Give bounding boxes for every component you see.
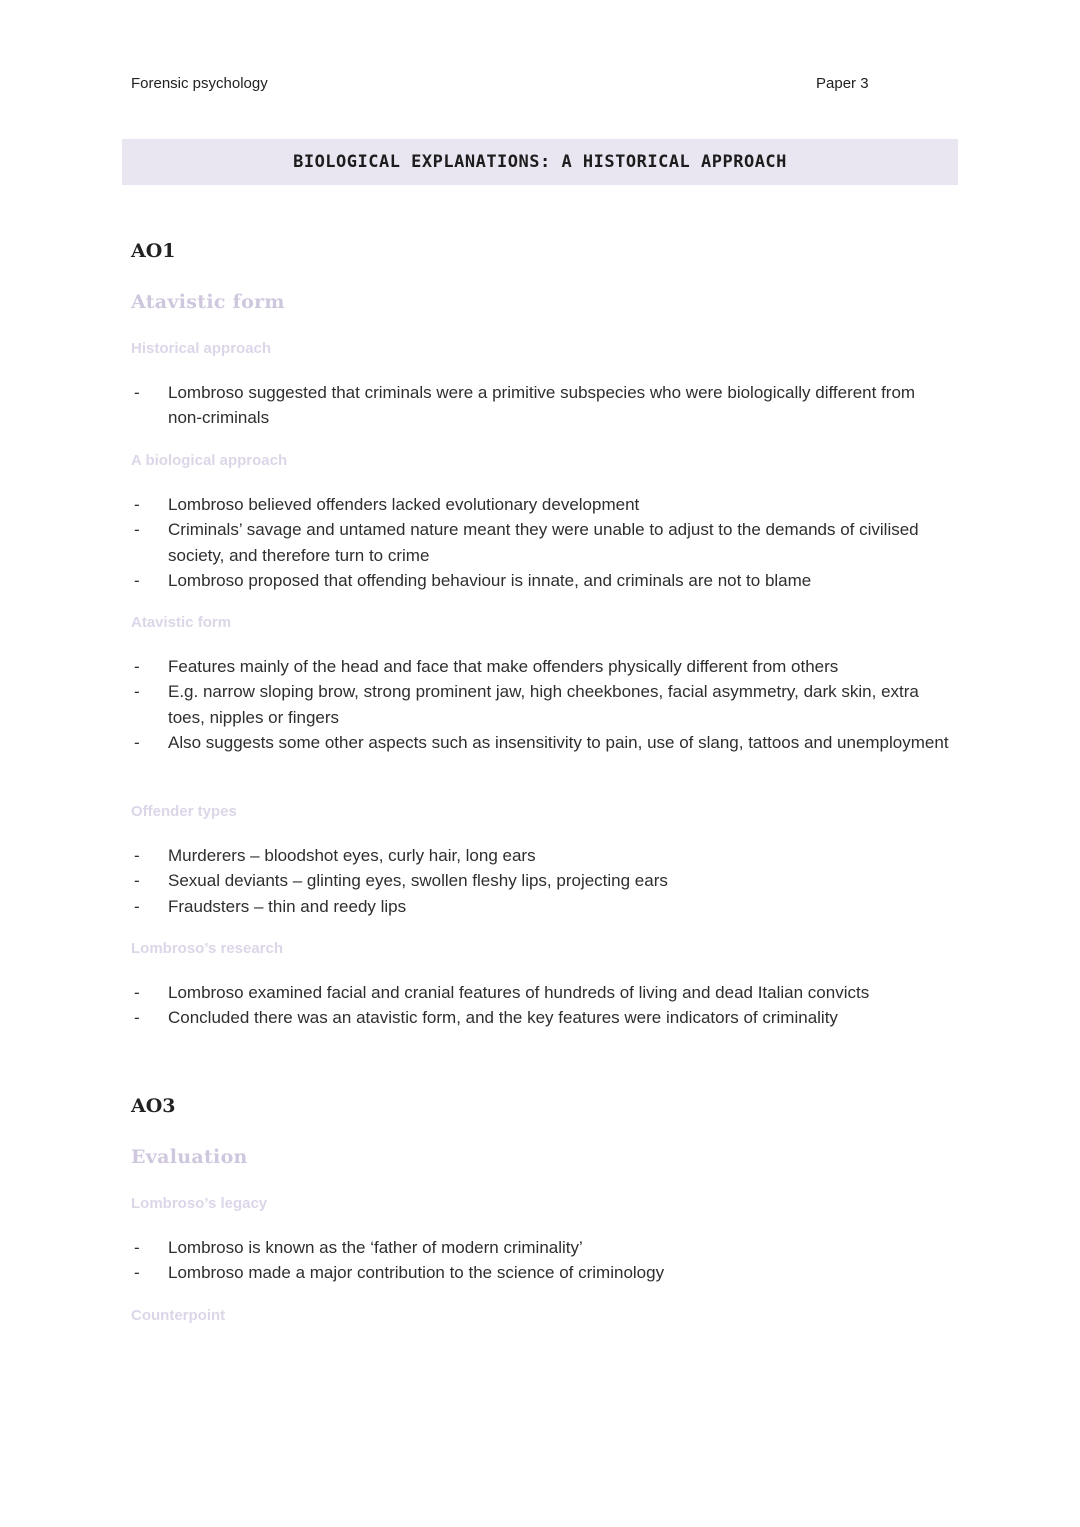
- list-item: [131, 843, 951, 868]
- bullet-text: Fraudsters – thin and reedy lips: [168, 896, 407, 916]
- bullet-list-atavistic-form: [131, 654, 951, 755]
- bullet-text: Sexual deviants – glinting eyes, swollen fleshy lips, projecting ears: [168, 871, 668, 891]
- bullet-text: E.g. narrow sloping brow, strong prominent jaw, high cheekbones, facial asymmetry, dark skin, extra toes, nipples or fingers: [168, 682, 919, 727]
- list-item: [131, 679, 951, 730]
- bullet-list-biological-approach: [131, 492, 951, 593]
- list-item: [131, 568, 951, 593]
- list-item: [131, 654, 951, 679]
- bullet-text: Also suggests some other aspects such as insensitivity to pain, use of slang, tattoos and unemployment: [168, 732, 949, 752]
- bullet-dash: -: [134, 1263, 140, 1283]
- subheading-lombroso-research: Lombroso’s research: [131, 940, 283, 957]
- subheading-historical-approach: Historical approach: [131, 340, 272, 357]
- bullet-list-historical-approach: [131, 380, 951, 431]
- bullet-text: Features mainly of the head and face that make offenders physically different from others: [168, 657, 839, 676]
- bullet-text: Lombroso believed offenders lacked evolutionary development: [168, 495, 640, 514]
- list-item: [131, 980, 951, 1005]
- header-subject: Forensic psychology: [131, 75, 268, 92]
- bullet-dash: -: [134, 682, 140, 702]
- bullet-dash: -: [134, 383, 140, 402]
- list-item: [131, 868, 951, 893]
- ao1-heading: AO1: [131, 240, 176, 262]
- ao3-heading: AO3: [131, 1095, 176, 1117]
- bullet-dash: -: [134, 1238, 140, 1257]
- bullet-text: Lombroso suggested that criminals were a primitive subspecies who were biologically different from non-criminals: [168, 383, 916, 428]
- list-item: [131, 1260, 951, 1285]
- bullet-list-offender-types: [131, 843, 951, 919]
- ao1-topic-heading: Atavistic form: [131, 291, 285, 313]
- bullet-dash: -: [134, 846, 140, 865]
- bullet-text: Lombroso proposed that offending behaviour is innate, and criminals are not to blame: [168, 570, 812, 590]
- subheading-offender-types: Offender types: [131, 803, 237, 820]
- list-item: [131, 517, 951, 568]
- bullet-list-lombroso-legacy: [131, 1235, 951, 1286]
- list-item: [131, 894, 951, 919]
- bullet-dash: -: [134, 570, 140, 590]
- bullet-dash: -: [134, 1008, 140, 1028]
- bullet-text: Lombroso made a major contribution to the science of criminology: [168, 1263, 665, 1283]
- bullet-dash: -: [134, 732, 140, 752]
- title-band: [122, 139, 958, 185]
- bullet-dash: -: [134, 495, 140, 514]
- bullet-text: Murderers – bloodshot eyes, curly hair, long ears: [168, 846, 536, 865]
- bullet-dash: -: [134, 871, 140, 891]
- list-item: [131, 1235, 951, 1260]
- list-item: [131, 1005, 951, 1030]
- bullet-dash: -: [134, 657, 140, 676]
- ao3-topic-heading: Evaluation: [131, 1146, 248, 1168]
- bullet-list-lombroso-research: [131, 980, 951, 1031]
- subheading-lombroso-legacy: Lombroso’s legacy: [131, 1195, 268, 1212]
- page-title: BIOLOGICAL EXPLANATIONS: A HISTORICAL APPROACH: [293, 152, 787, 172]
- bullet-dash: -: [134, 896, 140, 916]
- list-item: [131, 380, 951, 431]
- bullet-dash: -: [134, 983, 140, 1002]
- subheading-counterpoint: Counterpoint: [131, 1307, 226, 1324]
- bullet-dash: -: [134, 520, 140, 540]
- bullet-text: Lombroso is known as the ‘father of modern criminality’: [168, 1238, 583, 1257]
- list-item: [131, 492, 951, 517]
- subheading-biological-approach: A biological approach: [131, 452, 288, 469]
- bullet-text: Concluded there was an atavistic form, and the key features were indicators of criminality: [168, 1008, 838, 1028]
- header-paper: Paper 3: [816, 75, 869, 92]
- subheading-atavistic-form: Atavistic form: [131, 614, 232, 631]
- bullet-text: Criminals’ savage and untamed nature meant they were unable to adjust to the demands of civilised society, and therefore turn to crime: [168, 520, 919, 565]
- bullet-text: Lombroso examined facial and cranial features of hundreds of living and dead Italian convicts: [168, 983, 870, 1002]
- list-item: [131, 730, 951, 755]
